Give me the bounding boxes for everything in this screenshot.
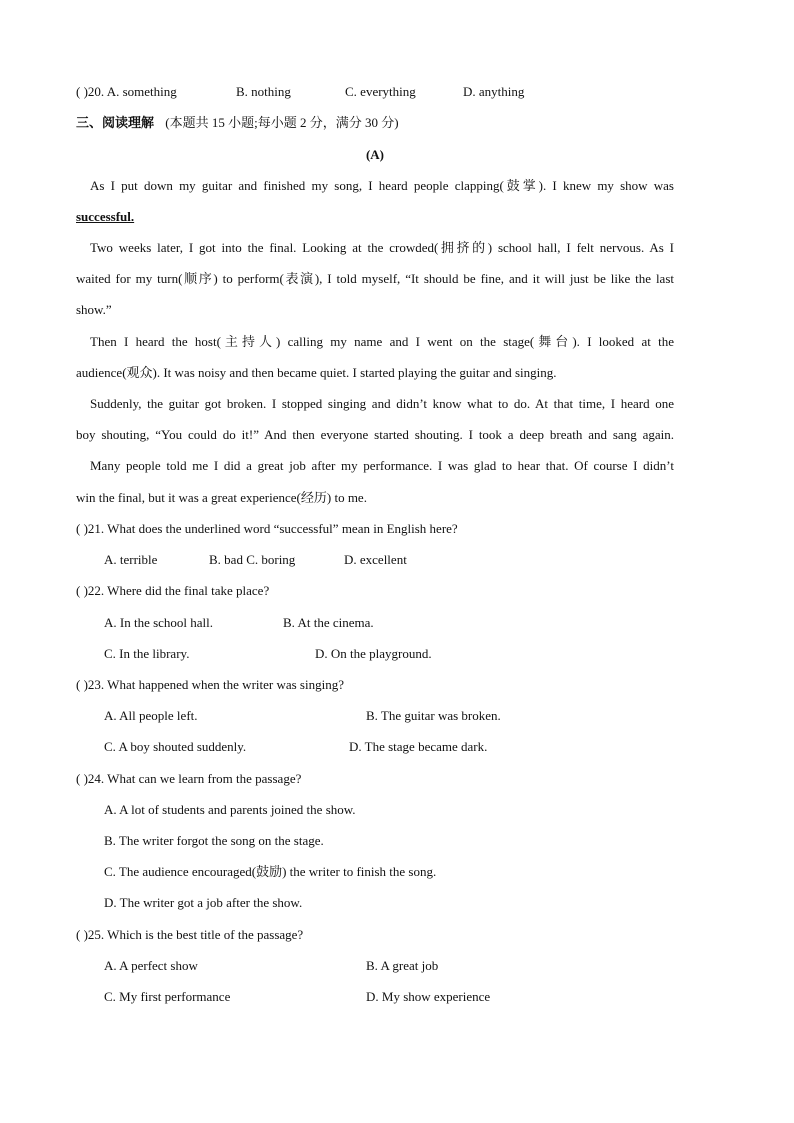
- q25-option-a: A. A perfect show: [104, 958, 198, 973]
- q22-stem: ( )22. Where did the final take place?: [76, 583, 270, 598]
- q24-stem: ( )24. What can we learn from the passage?: [76, 771, 302, 786]
- passage-p2-line2: waited for my turn(顺序) to perform(表演), I told myself, “It should be fine, and it will just be like the last: [76, 271, 674, 286]
- q21-option-d: D. excellent: [344, 552, 407, 567]
- q22-option-a: A. In the school hall.: [104, 615, 214, 630]
- q21-stem: ( )21. What does the underlined word “successful” mean in English here?: [76, 521, 458, 536]
- q25-stem: ( )25. Which is the best title of the passage?: [76, 927, 304, 942]
- q20-option-d: D. anything: [463, 84, 525, 99]
- q25-option-c: C. My first performance: [104, 989, 231, 1004]
- q21-option-a: A. terrible: [104, 552, 158, 567]
- q25-option-d: D. My show experience: [366, 989, 491, 1004]
- passage-label: (A): [365, 147, 385, 162]
- q22-option-c: C. In the library.: [104, 646, 190, 661]
- passage-underlined-word: successful.: [76, 209, 135, 224]
- passage-p5-line2: win the final, but it was a great experience(经历) to me.: [76, 490, 367, 505]
- passage-p3-line2: audience(观众). It was noisy and then became quiet. I started playing the guitar and singing.: [76, 365, 557, 380]
- q23-option-d: D. The stage became dark.: [349, 739, 488, 754]
- q23-option-c: C. A boy shouted suddenly.: [104, 739, 247, 754]
- q22-option-d: D. On the playground.: [315, 646, 432, 661]
- q24-option-d: D. The writer got a job after the show.: [104, 895, 303, 910]
- passage-p5-line1: Many people told me I did a great job after my performance. I was glad to hear that. Of course I didn’t: [90, 458, 674, 473]
- section-note: (本题共 15 小题;每小题 2 分，满分 30 分): [165, 115, 399, 130]
- passage-p4-line2: boy shouting, “You could do it!” And then everyone started shouting. I took a deep breath and sang again.: [76, 427, 674, 442]
- q23-option-a: A. All people left.: [104, 708, 198, 723]
- passage-p3-line1: Then I heard the host(主持人) calling my name and I went on the stage(舞台). I looked at the: [90, 334, 674, 349]
- q20-stem: ( )20. A. something: [76, 84, 177, 99]
- passage-p2-line1: Two weeks later, I got into the final. Looking at the crowded(拥挤的) school hall, I felt nervous. As I: [90, 240, 674, 255]
- q25-option-b: B. A great job: [366, 958, 439, 973]
- q20-option-b: B. nothing: [236, 84, 291, 99]
- passage-p2-line3: show.”: [76, 302, 112, 317]
- passage-p4-line1: Suddenly, the guitar got broken. I stopped singing and didn’t know what to do. At that time, I heard one: [90, 396, 674, 411]
- q22-option-b: B. At the cinema.: [283, 615, 374, 630]
- section-heading: [76, 115, 399, 131]
- q24-option-a: A. A lot of students and parents joined the show.: [104, 802, 356, 817]
- q23-stem: ( )23. What happened when the writer was singing?: [76, 677, 344, 692]
- passage-p1-line1: As I put down my guitar and finished my song, I heard people clapping(鼓掌). I knew my show was: [90, 178, 674, 193]
- q20-option-c: C. everything: [345, 84, 416, 99]
- section-title: 三、阅读理解: [76, 115, 155, 130]
- q24-option-c: C. The audience encouraged(鼓励) the writer to finish the song.: [104, 864, 437, 879]
- q21-option-bc: B. bad C. boring: [209, 552, 296, 567]
- q24-option-b: B. The writer forgot the song on the stage.: [104, 833, 324, 848]
- q23-option-b: B. The guitar was broken.: [366, 708, 501, 723]
